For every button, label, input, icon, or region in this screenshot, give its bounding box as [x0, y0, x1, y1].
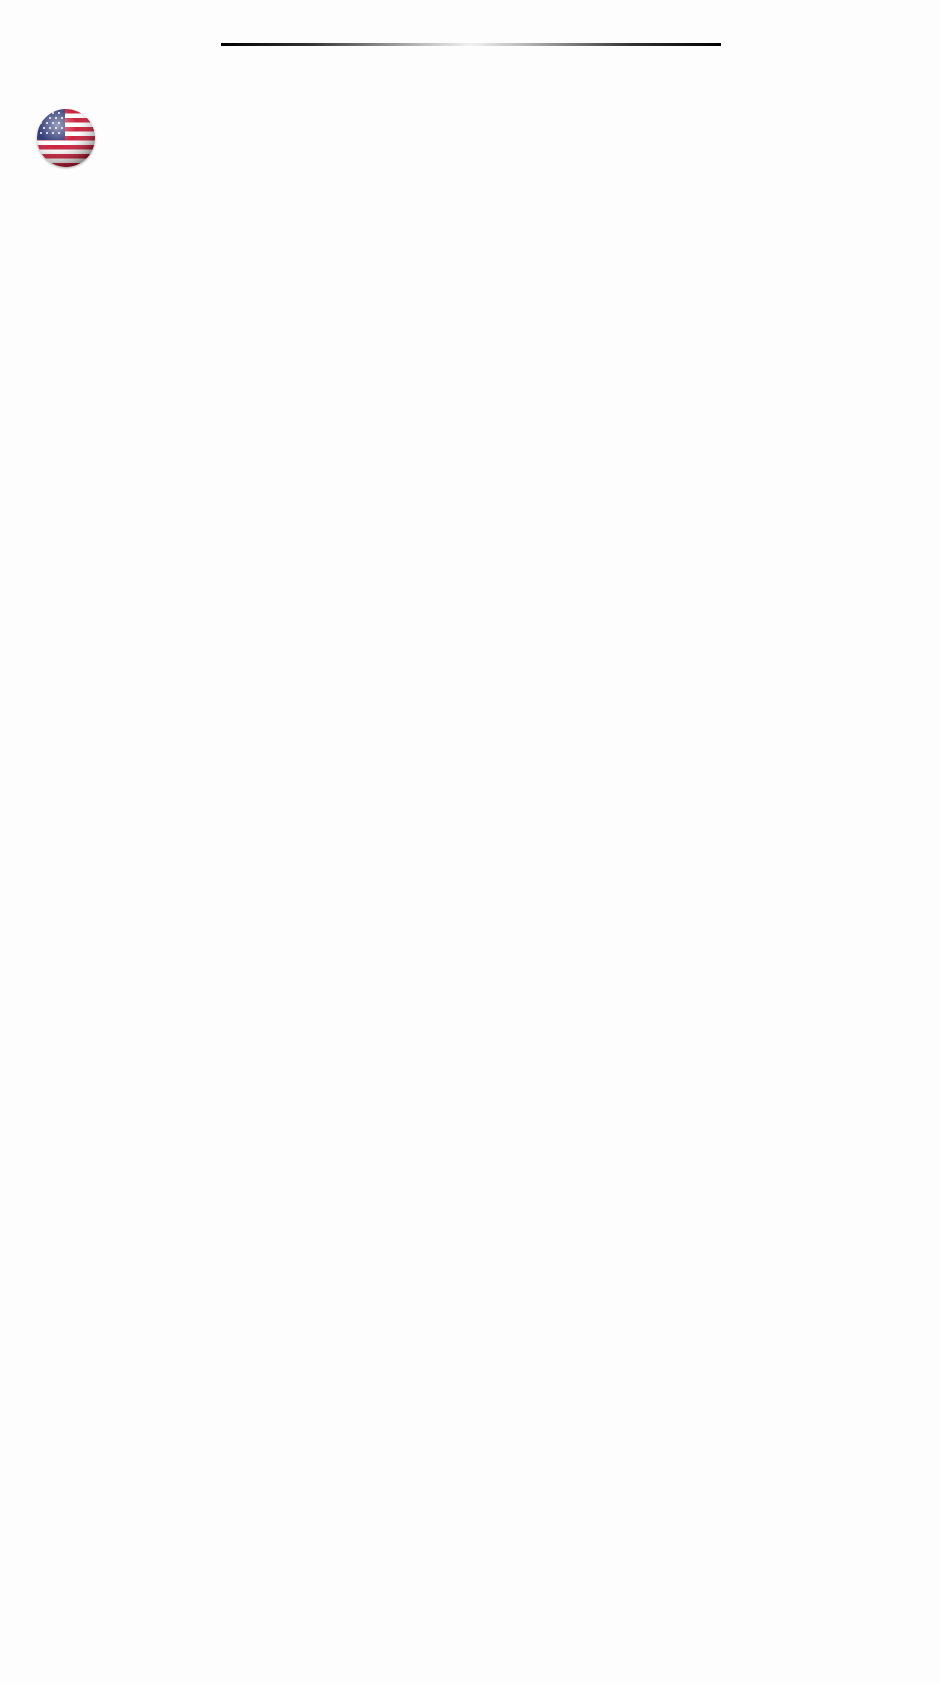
header-divider	[221, 43, 721, 46]
us-flag-icon	[37, 109, 95, 167]
language-selector-button[interactable]	[37, 109, 95, 167]
